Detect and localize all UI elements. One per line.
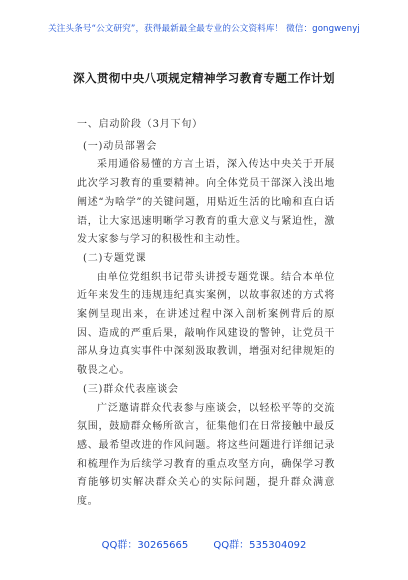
document-body [77, 116, 335, 512]
subsection-heading-public-forum: (三)群众代表座谈会 [83, 383, 179, 395]
header-promo-note: 关注头条号“公文研究”，获得最新最全最专业的公文资料库！ 微信：gongwenyj [48, 24, 360, 34]
subsection-heading-mobilization-meeting: (一)动员部署会 [83, 140, 158, 152]
paragraph-mobilization-meeting: 采用通俗易懂的方言土语，深入传达中央关于开展此次学习教育的重要精神。向全体党员干部深入浅出地阐述“为啥学”的关键问题，用贴近生活的比喻和直白话语，让大家迅速明晰学习教育的重大意义与紧迫性，激发大家参与学习的积极性和主动性。 [77, 159, 335, 246]
footer-qq-groups [0, 536, 408, 551]
paragraph-party-lecture: 由单位党组织书记带头讲授专题党课。结合本单位近年来发生的违规违纪真实案例，以故事叙述的方式将案例呈现出来，在讲述过程中深入剖析案例背后的原因、造成的严重后果，敲响作风建设的警钟，让党员干部从身边真实事件中深刻汲取教训，增强对纪律规矩的敬畏之心。 [77, 271, 335, 377]
footer-qq-group-1: QQ群：30265665 [101, 540, 189, 551]
section-heading-stage-1: 一、启动阶段（3月下旬） [77, 119, 203, 130]
document-title: 深入贯彻中央八项规定精神学习教育专题工作计划 [73, 71, 335, 85]
subsection-heading-party-lecture: (二)专题党课 [83, 252, 147, 264]
footer-qq-group-2: QQ群：535304092 [213, 540, 307, 551]
paragraph-public-forum: 广泛邀请群众代表参与座谈会，以轻松平等的交流氛围，鼓励群众畅所欲言，征集他们在日常接触中最反感、最希望改进的作风问题。将这些问题进行详细记录和梳理作为后续学习教育的重点攻坚方向，确保学习教育能够切实解决群众关心的实际问题，提升群众满意度。 [77, 402, 335, 508]
